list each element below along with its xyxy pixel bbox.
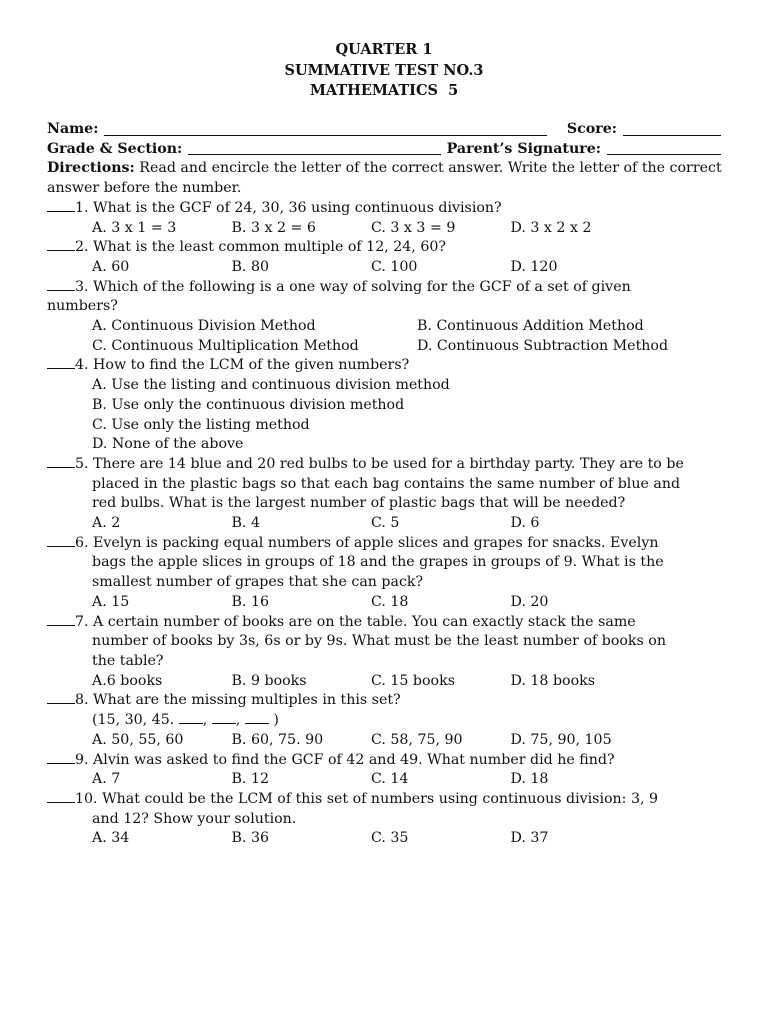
set-blank-2[interactable] — [212, 711, 236, 724]
parent-signature-field[interactable] — [607, 153, 721, 155]
choice-d[interactable]: D. None of the above — [92, 436, 244, 453]
question-text-line: number of books by 3s, 6s or by 9s. What must be the least number of books on — [92, 633, 666, 650]
choice-a[interactable]: A. Use the listing and continuous division method — [92, 377, 450, 394]
question-8 — [47, 691, 727, 711]
question-text-line: placed in the plastic bags so that each bag contains the same number of blue and — [92, 475, 681, 492]
question-3-continued: numbers? — [47, 298, 118, 315]
choices-7 — [47, 672, 727, 692]
question-number: 1. — [75, 199, 89, 216]
name-score-row — [47, 120, 727, 140]
choice-c[interactable]: C. 14 — [371, 771, 409, 788]
question-text: Which of the following is a one way of solving for the GCF of a set of given — [88, 278, 631, 295]
question-text: What could be the LCM of this set of numbers using continuous division: 3, 9 — [97, 790, 659, 807]
choice-d[interactable]: D. Continuous Subtraction Method — [417, 337, 669, 354]
choices-4 — [47, 376, 727, 455]
answer-blank[interactable] — [47, 691, 75, 704]
choice-a[interactable]: A. 60 — [92, 258, 130, 275]
choice-b[interactable]: B. 60, 75. 90 — [231, 731, 324, 748]
question-text: What are the missing multiples in this set? — [88, 692, 401, 709]
question-number: 5. — [75, 455, 89, 472]
score-field[interactable] — [623, 134, 721, 136]
question-2 — [47, 238, 727, 258]
choice-b[interactable]: B. 4 — [231, 515, 260, 532]
question-5 — [47, 455, 727, 475]
choices-8 — [47, 731, 727, 751]
question-number: 4. — [75, 357, 89, 374]
question-6 — [47, 534, 727, 554]
choices-3-row-1 — [47, 317, 727, 337]
question-text-line: and 12? Show your solution. — [92, 810, 297, 827]
choices-10 — [47, 829, 727, 849]
choice-b[interactable]: B. 80 — [231, 258, 269, 275]
question-10 — [47, 790, 727, 810]
answer-blank[interactable] — [47, 455, 75, 468]
choice-a[interactable]: A. 3 x 1 = 3 — [92, 219, 177, 236]
choice-c[interactable]: C. 58, 75, 90 — [371, 731, 463, 748]
name-label: Name: — [47, 121, 99, 137]
question-number: 8. — [75, 692, 89, 709]
parent-signature-label: Parent’s Signature: — [446, 140, 601, 157]
choice-c[interactable]: C. 15 books — [371, 672, 455, 689]
directions — [47, 159, 727, 198]
choice-d[interactable]: D. 18 books — [510, 672, 595, 689]
directions-label: Directions: — [47, 160, 135, 177]
set-blank-3[interactable] — [245, 711, 269, 724]
choice-d[interactable]: D. 75, 90, 105 — [510, 731, 612, 748]
set-separator: , — [202, 712, 212, 729]
question-text-line: bags the apple slices in groups of 18 and the grapes in groups of 9. What is the — [92, 554, 664, 571]
name-field[interactable] — [104, 134, 546, 136]
grade-section-field[interactable] — [188, 153, 440, 155]
question-10-continued — [47, 810, 727, 830]
choice-a[interactable]: A. 2 — [92, 515, 121, 532]
question-text-line: smallest number of grapes that she can pack? — [92, 574, 424, 591]
choices-9 — [47, 770, 727, 790]
answer-blank[interactable] — [47, 534, 75, 547]
set-separator: , — [235, 712, 245, 729]
choices-2 — [47, 258, 727, 278]
answer-blank[interactable] — [47, 613, 75, 626]
answer-blank[interactable] — [47, 238, 75, 251]
choice-c[interactable]: C. 3 x 3 = 9 — [371, 219, 456, 236]
choice-b[interactable]: B. 36 — [231, 830, 269, 847]
choice-c[interactable]: C. 100 — [371, 258, 418, 275]
grade-signature-row — [47, 140, 727, 160]
choice-b[interactable]: B. Continuous Addition Method — [417, 318, 644, 335]
set-blank-1[interactable] — [179, 711, 203, 724]
question-text: A certain number of books are on the table. You can exactly stack the same — [88, 613, 636, 630]
set-suffix: ) — [268, 712, 279, 729]
choice-c[interactable]: C. Continuous Multiplication Method — [92, 337, 359, 354]
question-5-continued — [47, 475, 727, 514]
question-9 — [47, 751, 727, 771]
answer-blank[interactable] — [47, 199, 75, 212]
question-number: 10. — [75, 790, 98, 807]
test-title: SUMMATIVE TEST NO.3 — [284, 61, 484, 79]
choice-a[interactable]: A. 7 — [92, 771, 121, 788]
subject-title: MATHEMATICS 5 — [309, 82, 459, 99]
choice-a[interactable]: A. Continuous Division Method — [92, 318, 316, 335]
choices-5 — [47, 514, 727, 534]
choice-b[interactable]: B. Use only the continuous division method — [92, 396, 405, 413]
choice-d[interactable]: D. 20 — [510, 593, 549, 610]
directions-text: Read and encircle the letter of the correct answer. Write the letter of the correct answer before the number. — [47, 160, 722, 197]
choice-d[interactable]: D. 37 — [510, 830, 549, 847]
missing-multiples-set — [47, 711, 727, 731]
question-3 — [47, 278, 727, 298]
question-number: 9. — [75, 751, 89, 768]
answer-blank[interactable] — [47, 790, 75, 803]
choice-b[interactable]: B. 12 — [231, 771, 269, 788]
choice-c[interactable]: C. Use only the listing method — [92, 416, 310, 433]
choice-c[interactable]: C. 18 — [371, 593, 409, 610]
answer-blank[interactable] — [47, 356, 75, 369]
question-1 — [47, 199, 727, 219]
choices-1 — [47, 219, 727, 239]
choice-a[interactable]: A. 15 — [92, 593, 130, 610]
test-header — [0, 40, 768, 102]
question-text: There are 14 blue and 20 red bulbs to be used for a birthday party. They are to be — [88, 455, 684, 472]
question-number: 6. — [75, 534, 89, 551]
choice-d[interactable]: D. 18 — [510, 771, 549, 788]
choices-3-row-2 — [47, 337, 727, 357]
choice-c[interactable]: C. 35 — [371, 830, 409, 847]
question-4 — [47, 356, 727, 376]
question-text: How to find the LCM of the given numbers? — [88, 357, 410, 374]
question-text: Evelyn is packing equal numbers of apple slices and grapes for snacks. Evelyn — [88, 534, 659, 551]
set-prefix: (15, 30, 45. — [92, 712, 179, 729]
quarter-title: QUARTER 1 — [335, 41, 433, 58]
answer-blank[interactable] — [47, 751, 75, 764]
grade-section-label: Grade & Section: — [47, 140, 183, 157]
test-content — [47, 120, 727, 849]
question-7-continued — [47, 632, 727, 671]
answer-blank[interactable] — [47, 278, 75, 291]
choice-d[interactable]: D. 3 x 2 x 2 — [510, 219, 592, 236]
choice-d[interactable]: D. 120 — [510, 258, 558, 275]
choice-b[interactable]: B. 9 books — [231, 672, 307, 689]
question-6-continued — [47, 553, 727, 592]
question-7 — [47, 613, 727, 633]
question-number: 3. — [75, 278, 89, 295]
choice-d[interactable]: D. 6 — [510, 515, 540, 532]
question-number: 7. — [75, 613, 89, 630]
score-label: Score: — [566, 121, 617, 137]
choice-b[interactable]: B. 16 — [231, 593, 269, 610]
choice-a[interactable]: A. 34 — [92, 830, 130, 847]
choice-c[interactable]: C. 5 — [371, 515, 400, 532]
question-text: What is the least common multiple of 12, 24, 60? — [88, 239, 446, 256]
question-text: Alvin was asked to find the GCF of 42 and 49. What number did he find? — [88, 751, 615, 768]
question-text: What is the GCF of 24, 30, 36 using continuous division? — [88, 199, 502, 216]
choice-b[interactable]: B. 3 x 2 = 6 — [231, 219, 316, 236]
question-text-line: red bulbs. What is the largest number of plastic bags that will be needed? — [92, 495, 626, 512]
choice-a[interactable]: A.6 books — [92, 672, 163, 689]
choices-6 — [47, 593, 727, 613]
question-text-line: the table? — [92, 652, 164, 669]
choice-a[interactable]: A. 50, 55, 60 — [92, 731, 184, 748]
question-number: 2. — [75, 239, 89, 256]
